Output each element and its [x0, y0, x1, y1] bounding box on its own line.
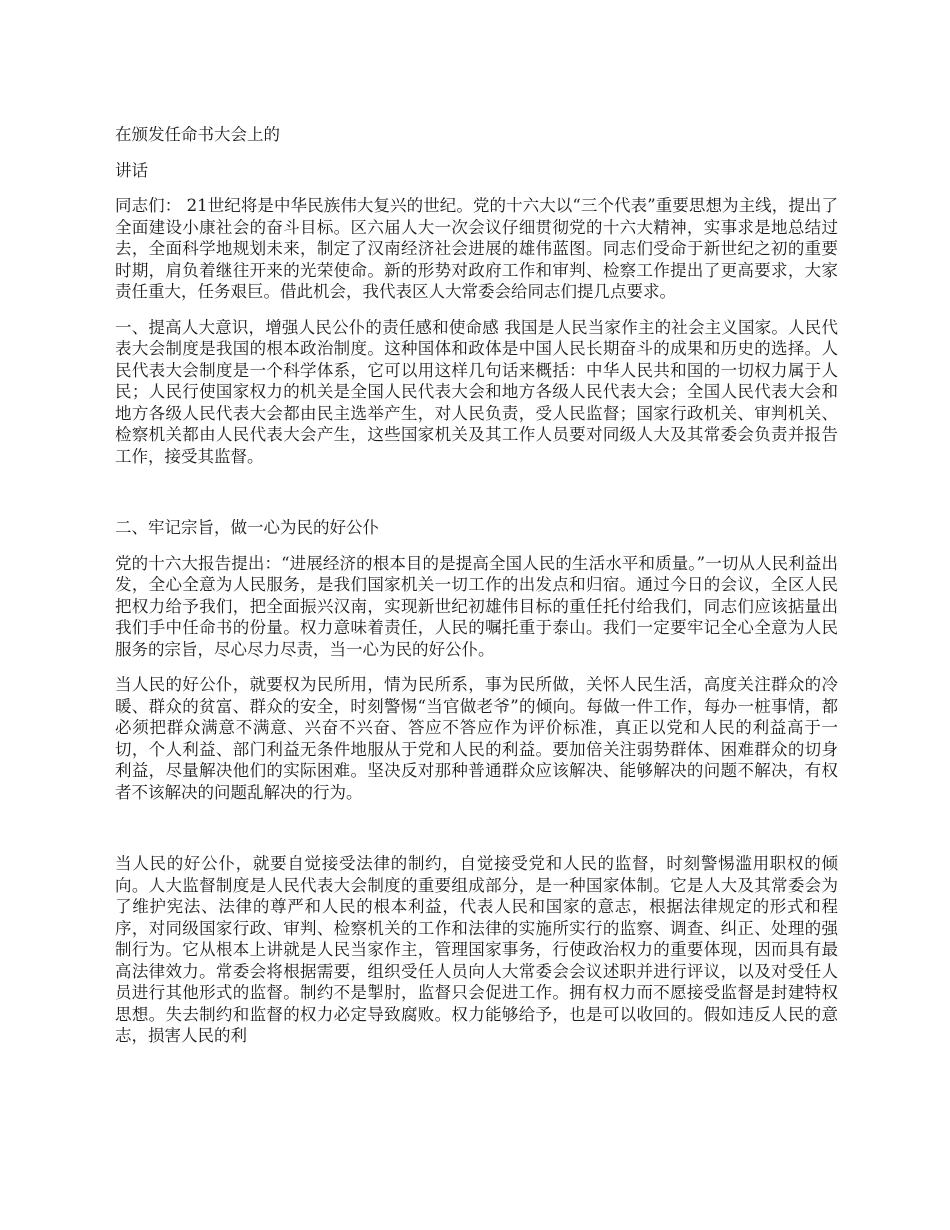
paragraph-section-one: 一、提高人大意识，增强人民公仆的责任感和使命感 我国是人民当家作主的社会主义国家。人民代表大会制度是我国的根本政治制度。这种国体和政体是中国人民长期奋斗的成果和历史的选择。人民代表大会制度是一个科学体系，它可以用这样几句话来概括：中华人民共和国的一切权力属于人民；人民行使国家权力的机关是全国人民代表大会和地方各级人民代表大会；全国人民代表大会和地方各级人民代表大会都由民主选举产生，对人民负责，受人民监督；国家行政机关、审判机关、检察机关都由人民代表大会产生，这些国家机关及其工作人员要对同级人大及其常委会负责并报告工作，接受其监督。 — [115, 317, 838, 466]
paragraph-opening: 同志们： 21世纪将是中华民族伟大复兴的世纪。党的十六大以“三个代表”重要思想为主线，提出了全面建设小康社会的奋斗目标。区六届人大一次会议仔细贯彻党的十六大精神，实事求是地总结过去，全面科学地规划未来，制定了汉南经济社会进展的雄伟蓝图。同志们受命于新世纪之初的重要时期，肩负着继往开来的光荣使命。新的形势对政府工作和审判、检察工作提出了更高要求，大家责任重大，任务艰巨。借此机会，我代表区人大常委会给同志们提几点要求。 — [115, 196, 838, 301]
paragraph-good-servant-2: 当人民的好公仆，就要自觉接受法律的制约，自觉接受党和人民的监督，时刻警惕滥用职权的倾向。人大监督制度是人民代表大会制度的重要组成部分，是一种国家体制。它是人大及其常委会为了维护宪法、法律的尊严和人民的根本利益，代表人民和国家的意志，根据法律规定的形式和程序，对同级国家行政、审判、检察机关的工作和法律的实施所实行的监察、调查、纠正、处理的强制行为。它从根本上讲就是人民当家作主，管理国家事务，行使政治权力的重要体现，因而具有最高法律效力。常委会将根据需要，组织受任人员向人大常委会会议述职并进行评议，以及对受任人员进行其他形式的监督。制约不是掣肘，监督只会促进工作。拥有权力而不愿接受监督是封建特权思想。失去制约和监督的权力必定导致腐败。权力能够给予，也是可以收回的。假如违反人民的意志，损害人民的利 — [115, 854, 838, 1045]
paragraph-section-two: 党的十六大报告提出：“进展经济的根本目的是提高全国人民的生活水平和质量。”一切从人民利益出发，全心全意为人民服务，是我们国家机关一切工作的出发点和归宿。通过今日的会议，全区人民把权力给予我们，把全面振兴汉南，实现新世纪初雄伟目标的重任托付给我们，同志们应该掂量出我们手中任命书的份量。权力意味着责任，人民的嘱托重于泰山。我们一定要牢记全心全意为人民服务的宗旨，尽心尽力尽责，当一心为民的好公仆。 — [115, 553, 838, 659]
title-line-1: 在颁发任命书大会上的 — [115, 125, 280, 144]
section-two-heading: 二、牢记宗旨，做一心为民的好公仆 — [115, 518, 379, 537]
paragraph-good-servant-1: 当人民的好公仆，就要权为民所用，情为民所系，事为民所做，关怀人民生活，高度关注群众的冷暖、群众的贫富、群众的安全，时刻警惕“当官做老爷”的倾向。每做一件工作，每办一桩事情，都必须把群众满意不满意、兴奋不兴奋、答应不答应作为评价标准，真正以党和人民的利益高于一切，个人利益、部门利益无条件地服从于党和人民的利益。要加倍关注弱势群体、困难群众的切身利益，尽量解决他们的实际困难。坚决反对那种普通群众应该解决、能够解决的问题不解决，有权者不该解决的问题乱解决的行为。 — [115, 675, 838, 802]
title-line-2: 讲话 — [115, 160, 148, 180]
